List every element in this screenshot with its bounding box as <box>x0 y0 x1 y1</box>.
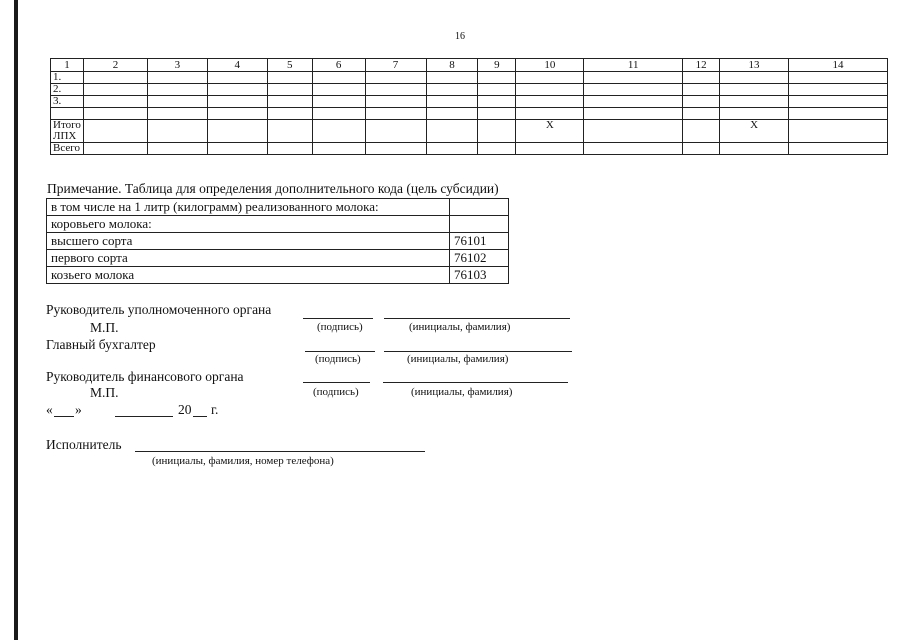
column-header: 6 <box>312 59 365 72</box>
column-header: 4 <box>207 59 267 72</box>
date-year-line <box>193 416 207 417</box>
table-cell <box>478 108 516 120</box>
code-row <box>47 267 509 284</box>
table-cell <box>516 108 584 120</box>
table-cell <box>312 84 365 96</box>
table-cell <box>426 143 478 155</box>
table-cell <box>478 96 516 108</box>
table-cell: X <box>720 120 789 143</box>
table-cell <box>51 108 84 120</box>
table-cell <box>683 72 720 84</box>
table-cell <box>516 96 584 108</box>
column-header: 3 <box>147 59 207 72</box>
table-cell <box>365 84 426 96</box>
table-cell <box>147 108 207 120</box>
table-cell <box>207 108 267 120</box>
code-label: первого сорта <box>47 250 450 267</box>
table-cell <box>267 84 312 96</box>
date-open-quote: « <box>46 402 53 417</box>
table-cell <box>683 108 720 120</box>
chief-accountant-label: Главный бухгалтер <box>46 337 156 352</box>
table-cell <box>789 120 888 143</box>
table-cell <box>584 120 683 143</box>
header-row <box>51 59 888 72</box>
code-row <box>47 216 509 233</box>
table-cell <box>584 108 683 120</box>
table-cell <box>83 84 147 96</box>
table-cell <box>789 84 888 96</box>
table-cell <box>207 84 267 96</box>
table-cell <box>426 120 478 143</box>
column-header: 9 <box>478 59 516 72</box>
table-cell: X <box>516 120 584 143</box>
table-cell <box>516 84 584 96</box>
executor-label: Исполнитель <box>46 437 122 452</box>
table-cell <box>312 108 365 120</box>
table-row <box>51 72 888 84</box>
table-cell <box>267 96 312 108</box>
table-cell <box>426 84 478 96</box>
table-cell: 3. <box>51 96 84 108</box>
table-cell: 1. <box>51 72 84 84</box>
signature-line <box>305 351 375 352</box>
name-caption: (инициалы, фамилия) <box>409 321 511 333</box>
table-cell <box>207 72 267 84</box>
date-year-suffix: г. <box>211 402 219 417</box>
date-year-prefix: 20 <box>178 402 192 417</box>
table-row <box>51 108 888 120</box>
table-cell <box>267 143 312 155</box>
code-value: 76103 <box>450 267 509 284</box>
head-authorized-label: Руководитель уполномоченного органа <box>46 302 272 317</box>
table-cell <box>83 72 147 84</box>
table-cell: 2. <box>51 84 84 96</box>
code-label: высшего сорта <box>47 233 450 250</box>
name-line <box>384 318 570 319</box>
executor-line <box>135 451 425 452</box>
name-line <box>384 351 572 352</box>
table-cell <box>312 120 365 143</box>
table-cell <box>720 143 789 155</box>
binding-edge <box>14 0 18 640</box>
date-month-line <box>115 416 173 417</box>
column-header: 12 <box>683 59 720 72</box>
code-row <box>47 250 509 267</box>
code-label: коровьего молока: <box>47 216 450 233</box>
code-value: 76102 <box>450 250 509 267</box>
table-cell <box>584 96 683 108</box>
column-header: 1 <box>51 59 84 72</box>
table-cell <box>426 96 478 108</box>
table-cell <box>83 96 147 108</box>
table-row <box>51 84 888 96</box>
table-cell <box>584 84 683 96</box>
column-header: 5 <box>267 59 312 72</box>
mp-label: М.П. <box>90 385 119 400</box>
note-text: Примечание. Таблица для определения дополнительного кода (цель субсидии) <box>47 181 499 196</box>
table-cell <box>207 120 267 143</box>
column-header: 2 <box>83 59 147 72</box>
name-caption: (инициалы, фамилия) <box>411 386 513 398</box>
table-cell <box>267 72 312 84</box>
table-cell <box>478 120 516 143</box>
table-cell <box>789 96 888 108</box>
table-row <box>51 143 888 155</box>
table-cell <box>789 108 888 120</box>
signature-caption: (подпись) <box>317 321 363 333</box>
table-cell <box>426 72 478 84</box>
column-header: 10 <box>516 59 584 72</box>
table-row <box>51 120 888 143</box>
signature-line <box>303 382 370 383</box>
executor-caption: (инициалы, фамилия, номер телефона) <box>152 455 334 467</box>
column-header: 14 <box>789 59 888 72</box>
table-cell <box>516 143 584 155</box>
table-cell <box>516 72 584 84</box>
mp-label: М.П. <box>90 320 119 335</box>
name-line <box>383 382 568 383</box>
table-cell <box>267 108 312 120</box>
code-table <box>46 198 509 284</box>
table-cell <box>207 96 267 108</box>
table-cell <box>365 143 426 155</box>
table-cell <box>312 143 365 155</box>
column-header: 13 <box>720 59 789 72</box>
table-cell <box>312 72 365 84</box>
signature-caption: (подпись) <box>313 386 359 398</box>
table-row <box>51 96 888 108</box>
table-cell <box>83 108 147 120</box>
table-cell <box>720 108 789 120</box>
table-cell <box>365 96 426 108</box>
code-value <box>450 216 509 233</box>
table-cell <box>789 72 888 84</box>
table-cell <box>584 143 683 155</box>
table-cell <box>584 72 683 84</box>
table-cell <box>207 143 267 155</box>
code-label: в том числе на 1 литр (килограмм) реализованного молока: <box>47 199 450 216</box>
date-day-line <box>54 416 74 417</box>
main-table <box>50 58 888 155</box>
code-row <box>47 199 509 216</box>
table-cell <box>426 108 478 120</box>
table-cell <box>683 96 720 108</box>
table-cell <box>147 120 207 143</box>
table-cell <box>720 84 789 96</box>
head-financial-label: Руководитель финансового органа <box>46 369 244 384</box>
table-cell <box>365 72 426 84</box>
code-row <box>47 233 509 250</box>
table-cell <box>147 143 207 155</box>
table-cell <box>683 143 720 155</box>
table-cell <box>312 96 365 108</box>
table-cell <box>83 120 147 143</box>
name-caption: (инициалы, фамилия) <box>407 353 509 365</box>
date-close-quote: » <box>75 402 82 417</box>
table-cell <box>720 72 789 84</box>
table-cell <box>720 96 789 108</box>
column-header: 8 <box>426 59 478 72</box>
page-number: 16 <box>455 31 465 42</box>
table-cell <box>478 143 516 155</box>
table-cell <box>478 72 516 84</box>
table-cell: Итого ЛПХ <box>51 120 84 143</box>
column-header: 7 <box>365 59 426 72</box>
table-cell <box>478 84 516 96</box>
code-label: козьего молока <box>47 267 450 284</box>
table-cell <box>83 143 147 155</box>
code-value: 76101 <box>450 233 509 250</box>
table-cell <box>147 72 207 84</box>
code-value <box>450 199 509 216</box>
table-cell <box>365 108 426 120</box>
table-cell <box>147 84 207 96</box>
table-cell <box>683 84 720 96</box>
table-cell <box>267 120 312 143</box>
column-header: 11 <box>584 59 683 72</box>
table-cell <box>789 143 888 155</box>
table-cell <box>683 120 720 143</box>
table-cell: Всего <box>51 143 84 155</box>
signature-caption: (подпись) <box>315 353 361 365</box>
signature-line <box>303 318 373 319</box>
table-cell <box>147 96 207 108</box>
table-cell <box>365 120 426 143</box>
